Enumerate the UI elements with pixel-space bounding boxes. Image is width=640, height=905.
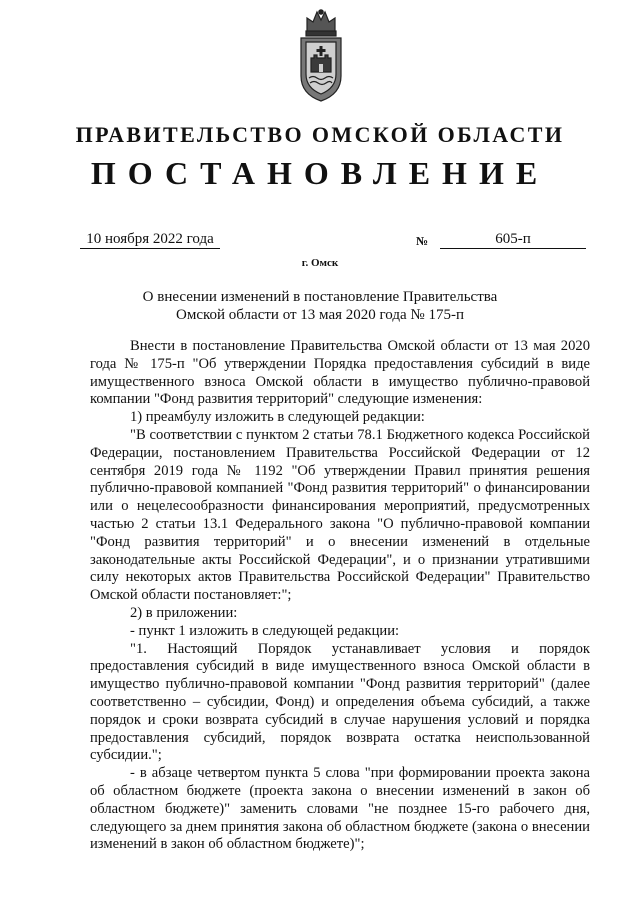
document-number: 605-п <box>440 230 586 249</box>
body-paragraph: "1. Настоящий Порядок устанавливает условия и порядок предоставления субсидий в виде имущественного взноса Омской области в имущество публично-правовой компании "Фонд развития территорий" (далее соответственно – субсидии, Фонд) и определения объема субсидий, а также порядок и сроки возврата субсидий в случае нарушения условий и порядка предоставления субсидий, порядок возврата остатка неиспользованной субсидии."; <box>90 640 590 764</box>
body-paragraph: 2) в приложении: <box>130 604 238 621</box>
document-type-title: ПОСТАНОВЛЕНИЕ <box>90 155 550 191</box>
document-subject <box>0 288 640 324</box>
body-paragraph: - в абзаце четвертом пункта 5 слова "при формировании проекта закона об областном бюджете (проекта закона о внесении изменений в закон об областном бюджете)" заменить словами "не позднее 15-го рабочего дня, следующего за днем принятия закона об областном бюджете (закона о внесении изменений в закон об областном бюджете)"; <box>90 765 590 853</box>
subject-line: О внесении изменений в постановление Правительства <box>142 289 498 305</box>
body-paragraph: Внести в постановление Правительства Омской области от 13 мая 2020 года № 175-п "Об утверждении Порядка предоставления субсидий в виде имущественного взноса Омской области в имущество публично-правовой компании "Фонд развития территорий" следующие изменения: <box>90 338 590 408</box>
organization-title: ПРАВИТЕЛЬСТВО ОМСКОЙ ОБЛАСТИ <box>75 122 565 147</box>
document-body <box>90 338 590 854</box>
omsk-coat-of-arms-icon <box>295 6 347 104</box>
city-label: г. Омск <box>301 257 339 269</box>
body-paragraph: - пункт 1 изложить в следующей редакции: <box>130 622 400 639</box>
body-paragraph: 1) преамбулу изложить в следующей редакции: <box>130 409 425 426</box>
document-date: 10 ноября 2022 года <box>80 230 220 249</box>
body-paragraph: "В соответствии с пунктом 2 статьи 78.1 Бюджетного кодекса Российской Федерации, постановлением Правительства Российской Федерации от 12 сентября 2019 года № 1192 "Об утверждении Правил принятия решения публично-правовой компанией "Фонд развития территорий" о финансировании или о нецелесообразности финансирования мероприятий, предусмотренных частью 2 статьи 13.1 Федерального закона "О публично-правовой компании "Фонд развития территорий" и о внесении изменений в отдельные законодательные акты Российской Федерации", и о признании утратившими силу некоторых актов Правительства Российской Федерации" Правительство Омской области постановляет:"; <box>90 426 590 604</box>
number-sign: № <box>416 234 429 248</box>
subject-line: Омской области от 13 мая 2020 года № 175-п <box>176 307 464 323</box>
